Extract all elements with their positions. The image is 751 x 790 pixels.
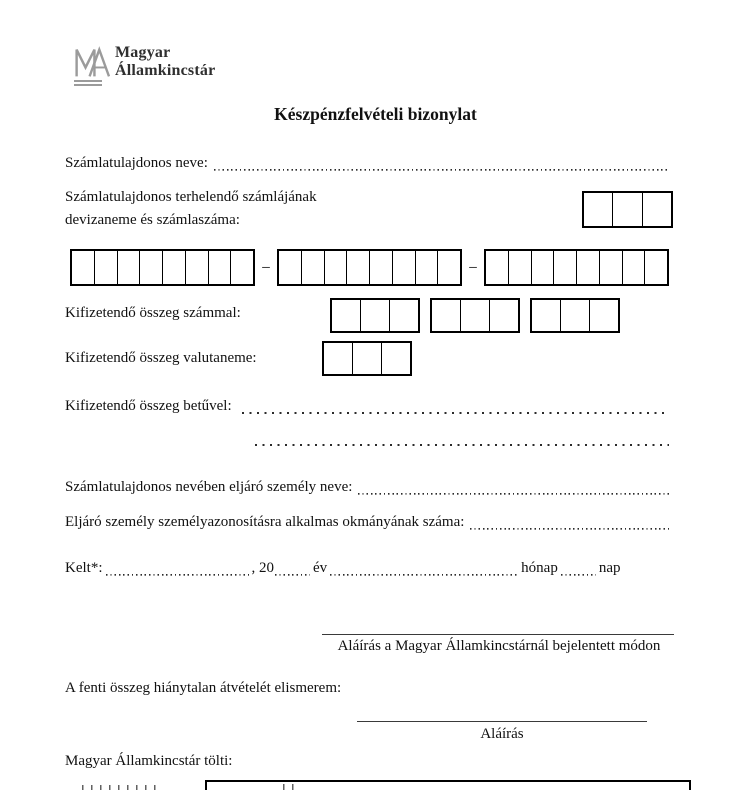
account-number-group-1[interactable] bbox=[70, 249, 255, 286]
input-cell[interactable] bbox=[352, 343, 381, 374]
input-cell[interactable] bbox=[324, 251, 347, 284]
amount-numeric-group-1[interactable] bbox=[330, 298, 420, 333]
input-cell[interactable] bbox=[437, 251, 460, 284]
treasury-monogram-icon bbox=[74, 44, 110, 78]
date-year-fill[interactable] bbox=[275, 563, 310, 576]
date-year-prefix: , 20 bbox=[251, 560, 274, 576]
date-label: Kelt*: bbox=[65, 560, 103, 576]
input-cell[interactable] bbox=[72, 251, 94, 284]
input-cell[interactable] bbox=[208, 251, 231, 284]
input-cell[interactable] bbox=[301, 251, 324, 284]
input-cell[interactable] bbox=[230, 251, 253, 284]
input-cell[interactable] bbox=[508, 251, 531, 284]
input-cell[interactable] bbox=[489, 300, 518, 331]
logo-wordmark bbox=[115, 44, 215, 80]
input-cell[interactable] bbox=[389, 300, 418, 331]
debit-account-label-line2: devizaneme és számlaszáma: bbox=[65, 212, 240, 228]
amount-words-row bbox=[65, 398, 669, 415]
logo-underline bbox=[74, 80, 102, 82]
treasury-signature-line[interactable] bbox=[322, 634, 674, 635]
input-cell[interactable] bbox=[94, 251, 117, 284]
input-cell[interactable] bbox=[553, 251, 576, 284]
input-cell[interactable] bbox=[589, 300, 618, 331]
input-cell[interactable] bbox=[392, 251, 415, 284]
agent-name-label: Számlatulajdonos nevében eljáró személy neve: bbox=[65, 479, 353, 495]
account-number-grid bbox=[70, 249, 670, 286]
agent-document-fill-line[interactable] bbox=[470, 517, 669, 530]
currency-name-grid[interactable] bbox=[322, 341, 412, 376]
date-row bbox=[65, 560, 662, 577]
account-number-group-2[interactable] bbox=[277, 249, 462, 286]
clipped-text-remnant bbox=[82, 785, 160, 790]
input-cell[interactable] bbox=[432, 300, 460, 331]
group-separator-dash: – bbox=[469, 259, 477, 275]
input-cell[interactable] bbox=[612, 193, 641, 226]
account-owner-label: Számlatulajdonos neve: bbox=[65, 155, 208, 171]
input-cell[interactable] bbox=[332, 300, 360, 331]
input-cell[interactable] bbox=[644, 251, 667, 284]
input-cell[interactable] bbox=[324, 343, 352, 374]
input-cell[interactable] bbox=[622, 251, 645, 284]
group-separator-dash: – bbox=[262, 259, 270, 275]
input-cell[interactable] bbox=[381, 343, 410, 374]
logo-line1: Magyar bbox=[115, 44, 171, 61]
currency-label: Kifizetendő összeg valutaneme: bbox=[65, 350, 257, 366]
agent-document-label: Eljáró személy személyazonosításra alkalmas okmányának száma: bbox=[65, 514, 465, 530]
input-cell[interactable] bbox=[185, 251, 208, 284]
amount-words-fill-line-1[interactable] bbox=[242, 401, 669, 414]
date-year-word: év bbox=[313, 560, 328, 576]
input-cell[interactable] bbox=[369, 251, 392, 284]
account-number-group-3[interactable] bbox=[484, 249, 669, 286]
account-owner-row bbox=[65, 155, 669, 172]
date-place-fill[interactable] bbox=[106, 563, 249, 576]
input-cell[interactable] bbox=[415, 251, 438, 284]
input-cell[interactable] bbox=[117, 251, 140, 284]
agent-name-row bbox=[65, 479, 669, 496]
logo-underline bbox=[74, 84, 102, 86]
date-month-word: hónap bbox=[521, 560, 558, 576]
date-day-fill[interactable] bbox=[561, 563, 596, 576]
clipped-text-remnant bbox=[283, 784, 295, 790]
input-cell[interactable] bbox=[486, 251, 508, 284]
input-cell[interactable] bbox=[599, 251, 622, 284]
logo-line2: Államkincstár bbox=[115, 62, 216, 79]
account-owner-fill-line[interactable] bbox=[214, 158, 669, 171]
input-cell[interactable] bbox=[279, 251, 301, 284]
input-cell[interactable] bbox=[584, 193, 612, 226]
recipient-signature-line[interactable] bbox=[357, 721, 647, 722]
input-cell[interactable] bbox=[346, 251, 369, 284]
treasury-use-box[interactable] bbox=[205, 780, 691, 790]
amount-words-label: Kifizetendő összeg betűvel: bbox=[65, 398, 232, 414]
debit-account-label bbox=[65, 186, 317, 232]
input-cell[interactable] bbox=[560, 300, 589, 331]
input-cell[interactable] bbox=[360, 300, 389, 331]
date-month-fill[interactable] bbox=[330, 563, 518, 576]
input-cell[interactable] bbox=[642, 193, 671, 226]
input-cell[interactable] bbox=[531, 251, 554, 284]
document-title: Készpénzfelvételi bizonylat bbox=[274, 104, 477, 124]
currency-code-grid[interactable] bbox=[582, 191, 673, 228]
input-cell[interactable] bbox=[460, 300, 489, 331]
amount-numeric-group-3[interactable] bbox=[530, 298, 620, 333]
acknowledgement-label: A fenti összeg hiánytalan átvételét elismerem: bbox=[65, 680, 342, 696]
amount-numeric-label: Kifizetendő összeg számmal: bbox=[65, 305, 241, 321]
recipient-signature-caption: Aláírás bbox=[480, 726, 524, 742]
input-cell[interactable] bbox=[576, 251, 599, 284]
agent-name-fill-line[interactable] bbox=[358, 482, 669, 495]
treasury-signature-caption: Aláírás a Magyar Államkincstárnál bejelentett módon bbox=[337, 638, 661, 654]
amount-numeric-group-2[interactable] bbox=[430, 298, 520, 333]
debit-account-label-line1: Számlatulajdonos terhelendő számlájának bbox=[65, 189, 317, 205]
date-day-word: nap bbox=[598, 560, 621, 576]
input-cell[interactable] bbox=[139, 251, 162, 284]
agent-document-row bbox=[65, 514, 669, 531]
treasury-section-label: Magyar Államkincstár tölti: bbox=[65, 753, 233, 769]
amount-words-fill-line-2[interactable] bbox=[255, 433, 669, 446]
input-cell[interactable] bbox=[532, 300, 560, 331]
input-cell[interactable] bbox=[162, 251, 185, 284]
